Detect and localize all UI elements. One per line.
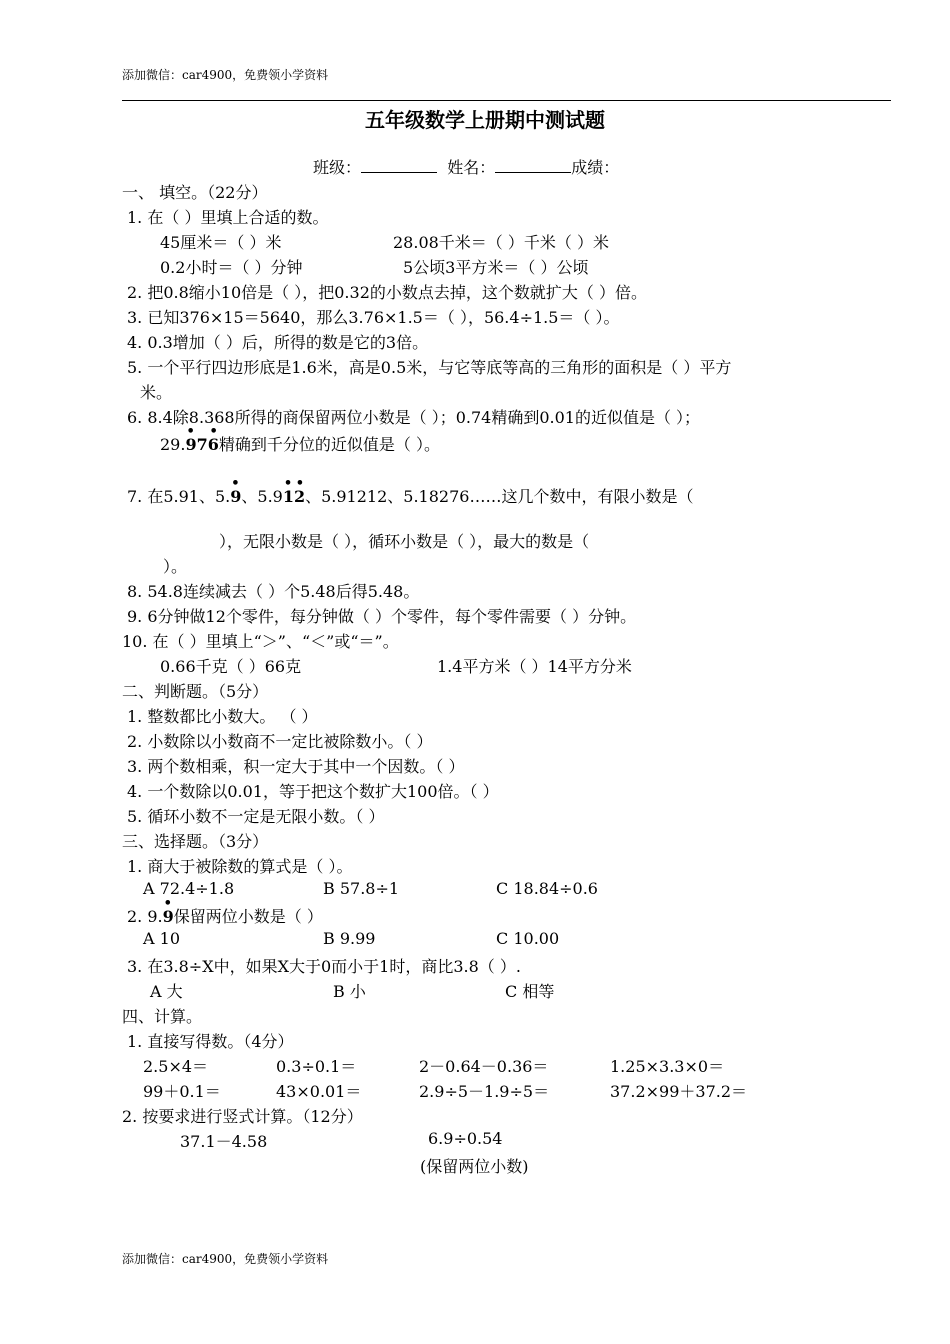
q1-1b: 28.08千米＝（ ）千米（ ）米 (393, 233, 609, 252)
q1-7-part-a: 7. 在5.91、5. (127, 487, 231, 506)
q1-6a: 6. 8.4除8.368所得的商保留两位小数是（ ）；0.74精确到0.01的近似值是（ ）； (127, 408, 701, 427)
calc-q2: 2. 按要求进行竖式计算。（12分） (122, 1107, 363, 1126)
calc-item: 1.25×3.3×0＝ (610, 1057, 725, 1076)
repeating-digits-976 (185, 424, 219, 454)
choice-q2-repeat: 9 (162, 907, 174, 926)
section-4-heading: 四、计算。 (122, 1007, 203, 1026)
header-note: 添加微信：car4900，免费领小学资料 (122, 68, 329, 82)
vertical-calc-b: 6.9÷0.54 (428, 1129, 503, 1148)
q1-10b: 1.4平方米（ ）14平方分米 (437, 657, 632, 676)
q1-10a: 0.66千克（ ）66克 (160, 657, 302, 676)
q1-1a: 45厘米＝（ ）米 (160, 233, 282, 252)
name-label: 姓名： (447, 158, 496, 177)
repeat-dot-start: • (186, 424, 195, 439)
calc-item: 99＋0.1＝ (143, 1082, 221, 1101)
choice-option: C 18.84÷0.6 (496, 879, 598, 898)
vertical-calc-a: 37.1－4.58 (180, 1132, 268, 1151)
calc-item: 2－0.64－0.36＝ (419, 1057, 549, 1076)
choice-option: A 72.4÷1.8 (143, 879, 235, 898)
choice-option: C 相等 (505, 982, 555, 1001)
judge-item: 4. 一个数除以0.01，等于把这个数扩大100倍。（ ） (127, 782, 499, 801)
calc-item: 2.5×4＝ (143, 1057, 209, 1076)
q1-7-part-c: 、5.91212、5.18276……这几个数中，有限小数是（ (305, 487, 694, 506)
q1-6b-prefix: 29. (160, 435, 186, 454)
q1-7-repeat-2: 12 (282, 487, 306, 506)
q1-5b: 米。 (140, 383, 173, 402)
q1-6b-repeat: 976 (185, 435, 219, 454)
section-1-heading: 一、 填空。（22分） (122, 183, 268, 202)
calc-q1: 1. 直接写得数。（4分） (127, 1032, 294, 1051)
section-2-heading: 二、判断题。（5分） (122, 682, 269, 701)
class-blank[interactable] (361, 156, 437, 173)
calc-item: 2.9÷5－1.9÷5＝ (419, 1082, 550, 1101)
page-title: 五年级数学上册期中测试题 (365, 108, 605, 132)
q1-8: 8. 54.8连续减去（ ）个5.48后得5.48。 (127, 582, 420, 601)
judge-item: 3. 两个数相乘，积一定大于其中一个因数。（ ） (127, 757, 465, 776)
q1-1d: 5公顷3平方米＝（ ）公顷 (403, 258, 589, 277)
name-blank[interactable] (495, 156, 571, 173)
repeating-digits-12 (282, 476, 306, 506)
choice-q2 (127, 896, 323, 927)
repeat-dot-end: • (209, 424, 218, 439)
calc-item: 43×0.01＝ (276, 1082, 362, 1101)
choice-q3: 3. 在3.8÷X中，如果X大于0而小于1时，商比3.8（ ）. (127, 957, 521, 976)
footer-note: 添加微信：car4900，免费领小学资料 (122, 1252, 329, 1266)
student-info (313, 155, 619, 178)
q1-2: 2. 把0.8缩小10倍是（ ），把0.32的小数点去掉，这个数就扩大（ ）倍。 (127, 283, 647, 302)
q1-7-part-b: 、5.9 (241, 487, 283, 506)
class-label: 班级： (313, 158, 362, 177)
repeat-dot: • (163, 896, 172, 911)
judge-item: 5. 循环小数不一定是无限小数。（ ） (127, 807, 385, 826)
repeat-dot: • (231, 476, 240, 491)
vertical-calc-b-note: (保留两位小数) (420, 1157, 529, 1176)
q1-5a: 5. 一个平行四边形底是1.6米，高是0.5米，与它等底等高的三角形的面积是（ ）平方 (127, 358, 732, 377)
repeating-digit-9 (230, 476, 242, 506)
choice-option: B 小 (333, 982, 366, 1001)
repeating-digit-9 (162, 896, 174, 926)
q1-6b-suffix: 精确到千分位的近似值是（ ）。 (218, 435, 440, 454)
section-3-heading: 三、选择题。（3分） (122, 832, 269, 851)
q1-3: 3. 已知376×15＝5640，那么3.76×1.5＝（ ），56.4÷1.5＝（ ）。 (127, 308, 620, 327)
score-label: 成绩： (571, 158, 620, 177)
choice-option: A 大 (150, 982, 183, 1001)
choice-option: B 57.8÷1 (323, 879, 400, 898)
q1-10: 10. 在（ ）里填上“＞”、“＜”或“＝”。 (122, 632, 399, 651)
choice-q2-suffix: 保留两位小数是（ ） (173, 907, 323, 926)
repeat-dot-start: • (283, 476, 293, 491)
judge-item: 1. 整数都比小数大。 （ ） (127, 707, 318, 726)
judge-item: 2. 小数除以小数商不一定比被除数小。（ ） (127, 732, 433, 751)
choice-option: A 10 (143, 929, 180, 948)
choice-q2-prefix: 2. 9. (127, 907, 163, 926)
repeat-dot-end: • (295, 476, 305, 491)
calc-item: 0.3÷0.1＝ (276, 1057, 357, 1076)
q1-7-line3: ）。 (163, 557, 188, 576)
header-rule (122, 100, 891, 101)
q1-1c: 0.2小时＝（ ）分钟 (160, 258, 303, 277)
q1-4: 4. 0.3增加（ ）后，所得的数是它的3倍。 (127, 333, 429, 352)
q1-1: 1. 在（ ）里填上合适的数。 (127, 208, 329, 227)
choice-option: B 9.99 (323, 929, 376, 948)
choice-option: C 10.00 (496, 929, 560, 948)
q1-7-repeat-1: 9 (230, 487, 242, 506)
q1-6b (160, 424, 440, 455)
q1-7 (127, 476, 694, 507)
calc-item: 37.2×99＋37.2＝ (610, 1082, 748, 1101)
choice-q1: 1. 商大于被除数的算式是（ ）。 (127, 857, 353, 876)
q1-7-line2: ），无限小数是（ ），循环小数是（ ），最大的数是（ (219, 532, 590, 551)
q1-9: 9. 6分钟做12个零件，每分钟做（ ）个零件，每个零件需要（ ）分钟。 (127, 607, 637, 626)
